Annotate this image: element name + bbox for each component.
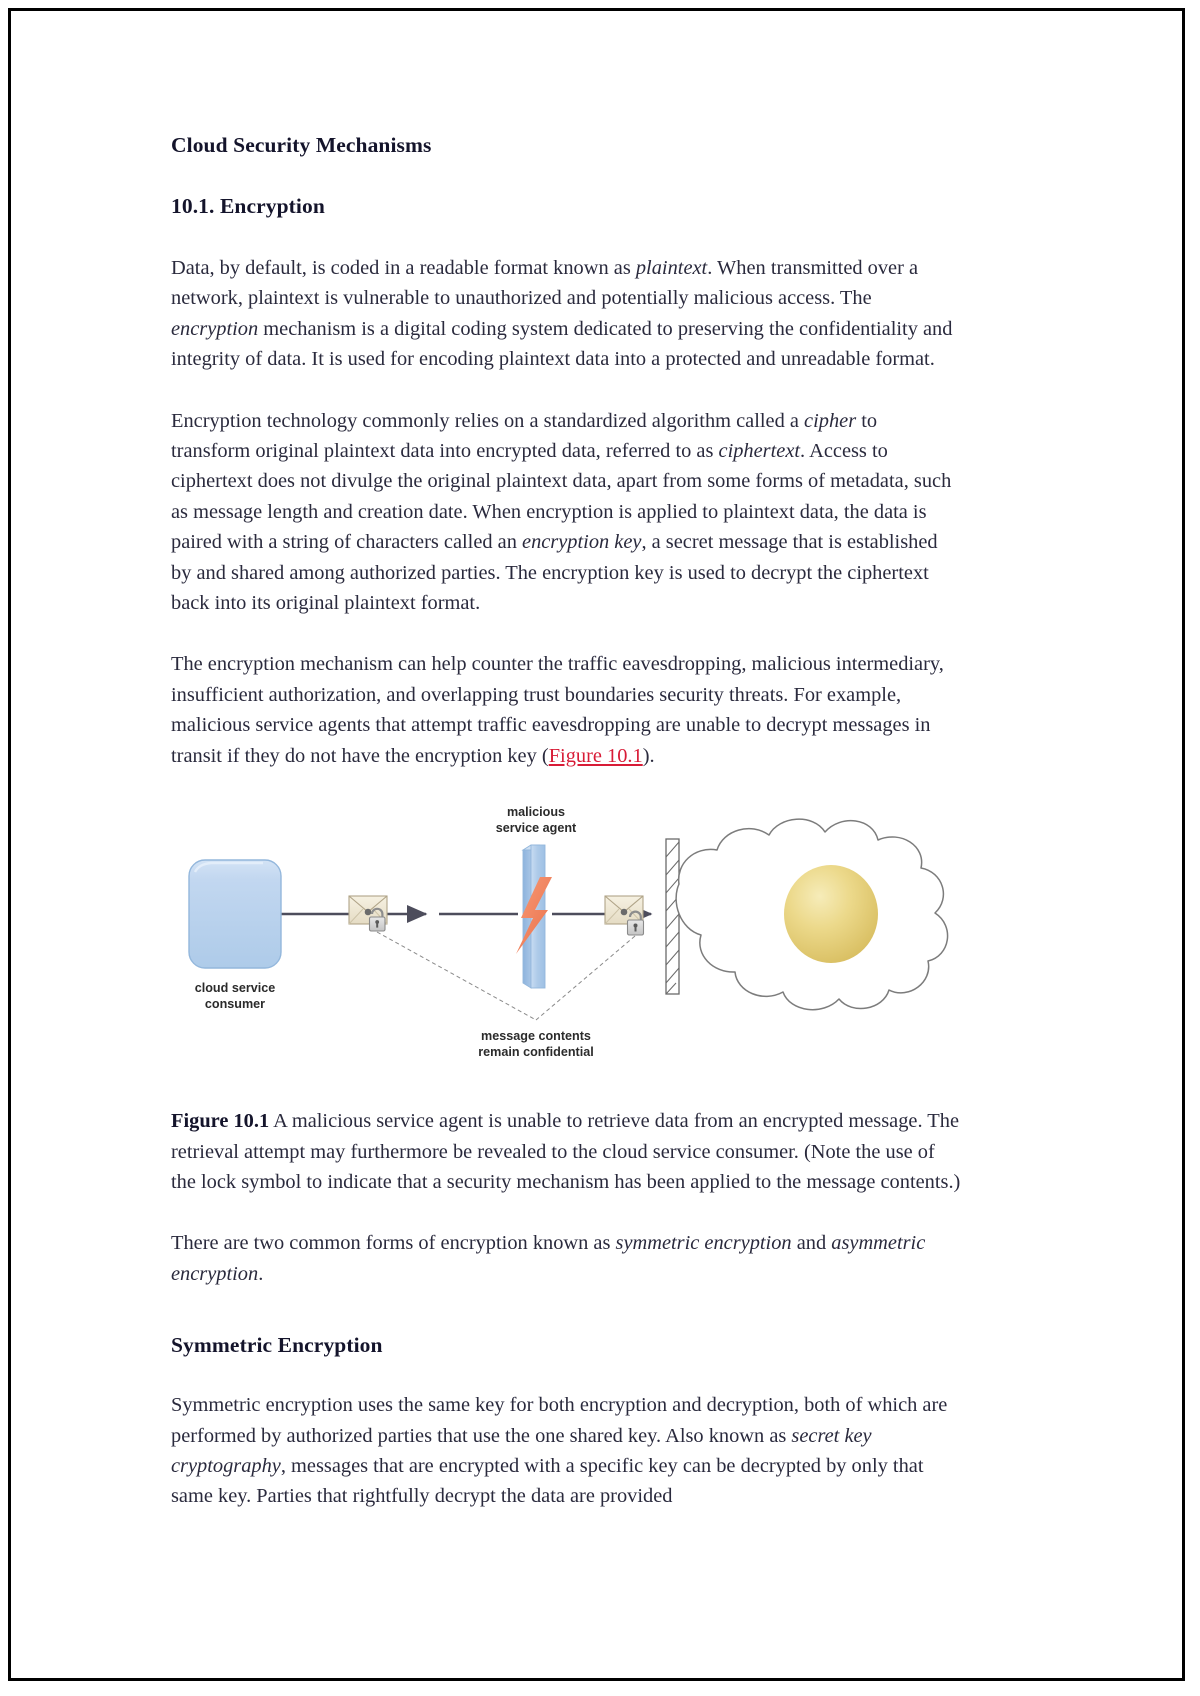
page-title: Cloud Security Mechanisms [171,133,432,157]
p4-text-a: There are two common forms of encryption known as [171,1232,616,1255]
cloud-service-consumer-node [189,860,281,968]
p2-text-c: . Access to ciphertext does not divulge the original plaintext data, apart from some forms of metadata, such as message length and creation date. When encryption is applied to plaintext data, the data is paired with a string of characters called an [171,440,952,554]
p4-text-c: . [258,1262,264,1285]
p1-emphasis-plaintext: plaintext [635,257,708,279]
p4-emphasis-asymmetric: asymmetric encryption [171,1232,926,1285]
paragraph-3 [171,649,961,771]
label-note-line2: remain confidential [478,1045,594,1060]
p1-emphasis-encryption: encryption [171,317,259,340]
figure-10-1-image [171,802,961,1070]
p2-text-b: to transform original plaintext data into encrypted data, referred to as [171,409,878,463]
figure-caption [171,1106,961,1197]
p4-emphasis-symmetric: symmetric encryption [615,1232,792,1255]
p2-emphasis-ciphertext: ciphertext [718,440,801,463]
page-frame [8,8,1185,1681]
p1-text-a: Data, by default, is coded in a readable format known as [171,257,636,279]
label-cloud-service-consumer-line1: cloud service [194,981,276,996]
label-malicious-service-agent-line2: service agent [495,821,577,836]
section-heading: 10.1. Encryption [171,194,325,218]
figure-caption-label: Figure 10.1 [171,1110,270,1133]
label-note-line1: message contents [481,1029,591,1044]
firewall-icon [666,839,679,994]
p3-text-b: ). [642,744,655,767]
figure-caption-text: A malicious service agent is unable to retrieve data from an encrypted message. The retrieval attempt may furthermore be revealed to the cloud service consumer. (Note the use of the lock symbol to indicate that a security mechanism has been applied to the message contents.) [171,1110,961,1193]
p4-text-b: and [791,1232,832,1255]
label-malicious-service-agent-line1: malicious [506,805,566,820]
figure-10-1-link[interactable]: Figure 10.1 [548,744,643,767]
paragraph-5 [171,1390,961,1512]
sub-heading-symmetric-encryption: Symmetric Encryption [171,1333,383,1358]
p1-text-b: . When transmitted over a network, plaintext is vulnerable to unauthorized and potentially malicious access. The [171,257,919,310]
p5-text-a: Symmetric encryption uses the same key for both encryption and decryption, both of which are performed by authorized parties that use the one shared key. Also known as [171,1394,948,1447]
p3-text-a: The encryption mechanism can help counter the traffic eavesdropping, malicious intermediary, insufficient authorization, and overlapping trust boundaries security threats. For example, malicious service agents that attempt traffic eavesdropping are unable to decrypt messages in transit if they do not have the encryption key ( [171,653,944,767]
cloud-service-sphere [784,865,878,963]
p2-text-d: , a secret message that is established by and shared among authorized parties. The encryption key is used to decrypt the ciphertext back into its original plaintext format. [171,531,938,615]
paragraph-2 [171,406,961,619]
p5-text-b: , messages that are encrypted with a specific key can be decrypted by only that same key. Parties that rightfully decrypt the data are provided [171,1454,924,1508]
paragraph-4 [171,1228,961,1289]
p5-emphasis-secret-key-cryptography: secret key cryptography [171,1424,872,1477]
p2-emphasis-cipher: cipher [804,409,857,432]
document-body [171,133,961,1512]
encrypted-message-icon-2 [605,896,644,935]
p1-text-c: mechanism is a digital coding system dedicated to preserving the confidentiality and integrity of data. It is used for encoding plaintext data into a protected and unreadable format. [171,317,953,371]
p2-text-a: Encryption technology commonly relies on a standardized algorithm called a [171,409,805,432]
encrypted-message-icon-1 [349,896,387,931]
label-cloud-service-consumer-line2: consumer [204,997,266,1012]
p2-emphasis-encryption-key: encryption key [522,531,642,554]
paragraph-1 [171,253,961,375]
callout-lines [377,932,635,1020]
